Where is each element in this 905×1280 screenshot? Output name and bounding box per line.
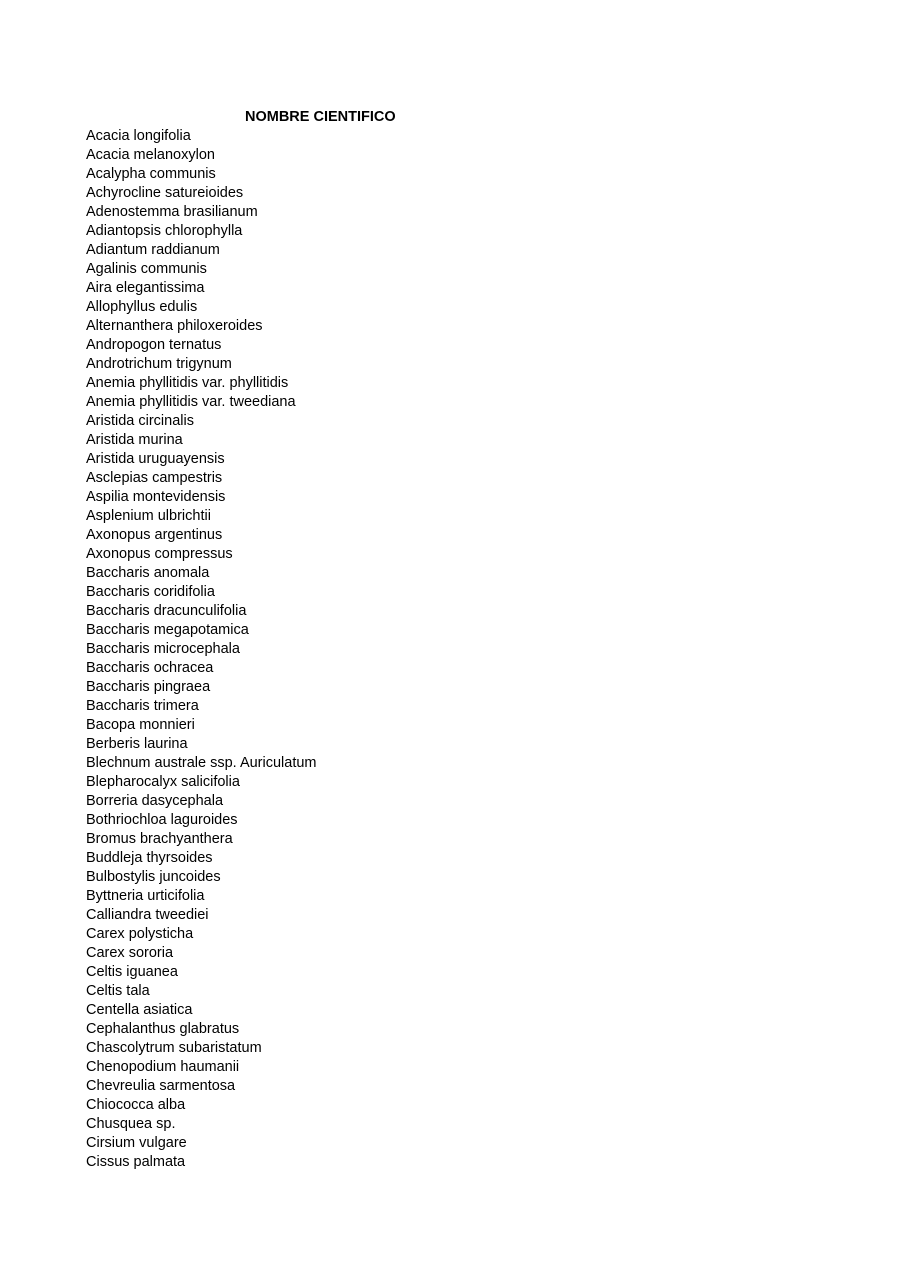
species-name: Bulbostylis juncoides <box>86 869 221 885</box>
species-name: Byttneria urticifolia <box>86 888 205 904</box>
species-name: Carex polysticha <box>86 926 194 942</box>
species-name: Anemia phyllitidis var. tweediana <box>86 394 296 410</box>
species-name: Celtis iguanea <box>86 964 178 980</box>
species-name: Baccharis dracunculifolia <box>86 603 247 619</box>
column-header: NOMBRE CIENTIFICO <box>245 109 396 125</box>
species-name: Androtrichum trigynum <box>86 356 232 372</box>
species-name: Baccharis anomala <box>86 565 210 581</box>
species-name: Berberis laurina <box>86 736 188 752</box>
species-name: Borreria dasycephala <box>86 793 224 809</box>
species-name: Adiantum raddianum <box>86 242 220 258</box>
species-name: Agalinis communis <box>86 261 207 277</box>
species-name: Axonopus compressus <box>86 546 233 562</box>
species-name: Bacopa monnieri <box>86 717 195 733</box>
species-name: Baccharis pingraea <box>86 679 211 695</box>
species-name: Aristida murina <box>86 432 183 448</box>
species-name: Baccharis microcephala <box>86 641 240 657</box>
species-name: Celtis tala <box>86 983 150 999</box>
species-name: Aristida circinalis <box>86 413 194 429</box>
species-name: Anemia phyllitidis var. phyllitidis <box>86 375 289 391</box>
species-name: Chusquea sp. <box>86 1116 176 1132</box>
species-name: Aspilia montevidensis <box>86 489 226 505</box>
species-name: Asclepias campestris <box>86 470 223 486</box>
species-name: Chiococca alba <box>86 1097 186 1113</box>
species-name: Blechnum australe ssp. Auriculatum <box>86 755 317 771</box>
species-name: Chascolytrum subaristatum <box>86 1040 262 1056</box>
species-name: Adiantopsis chlorophylla <box>86 223 243 239</box>
species-name: Acalypha communis <box>86 166 216 182</box>
species-name: Aristida uruguayensis <box>86 451 225 467</box>
species-name: Chevreulia sarmentosa <box>86 1078 236 1094</box>
species-name: Buddleja thyrsoides <box>86 850 213 866</box>
species-name: Centella asiatica <box>86 1002 193 1018</box>
species-name: Baccharis ochracea <box>86 660 214 676</box>
species-name: Asplenium ulbrichtii <box>86 508 211 524</box>
species-name: Bothriochloa laguroides <box>86 812 238 828</box>
species-name: Acacia melanoxylon <box>86 147 215 163</box>
species-name: Axonopus argentinus <box>86 527 223 543</box>
species-list <box>86 127 317 1172</box>
species-name: Baccharis coridifolia <box>86 584 215 600</box>
species-name: Chenopodium haumanii <box>86 1059 240 1075</box>
species-name: Baccharis trimera <box>86 698 199 714</box>
species-name: Cirsium vulgare <box>86 1135 187 1151</box>
species-name: Calliandra tweediei <box>86 907 209 923</box>
species-name: Bromus brachyanthera <box>86 831 233 847</box>
species-name: Alternanthera philoxeroides <box>86 318 263 334</box>
species-name: Cephalanthus glabratus <box>86 1021 240 1037</box>
species-name: Adenostemma brasilianum <box>86 204 258 220</box>
species-name: Allophyllus edulis <box>86 299 198 315</box>
species-name: Cissus palmata <box>86 1154 186 1170</box>
species-name: Baccharis megapotamica <box>86 622 249 638</box>
species-name: Carex sororia <box>86 945 174 961</box>
species-name: Acacia longifolia <box>86 128 191 144</box>
species-name: Achyrocline satureioides <box>86 185 244 201</box>
species-name: Aira elegantissima <box>86 280 205 296</box>
species-name: Blepharocalyx salicifolia <box>86 774 240 790</box>
species-name: Andropogon ternatus <box>86 337 222 353</box>
